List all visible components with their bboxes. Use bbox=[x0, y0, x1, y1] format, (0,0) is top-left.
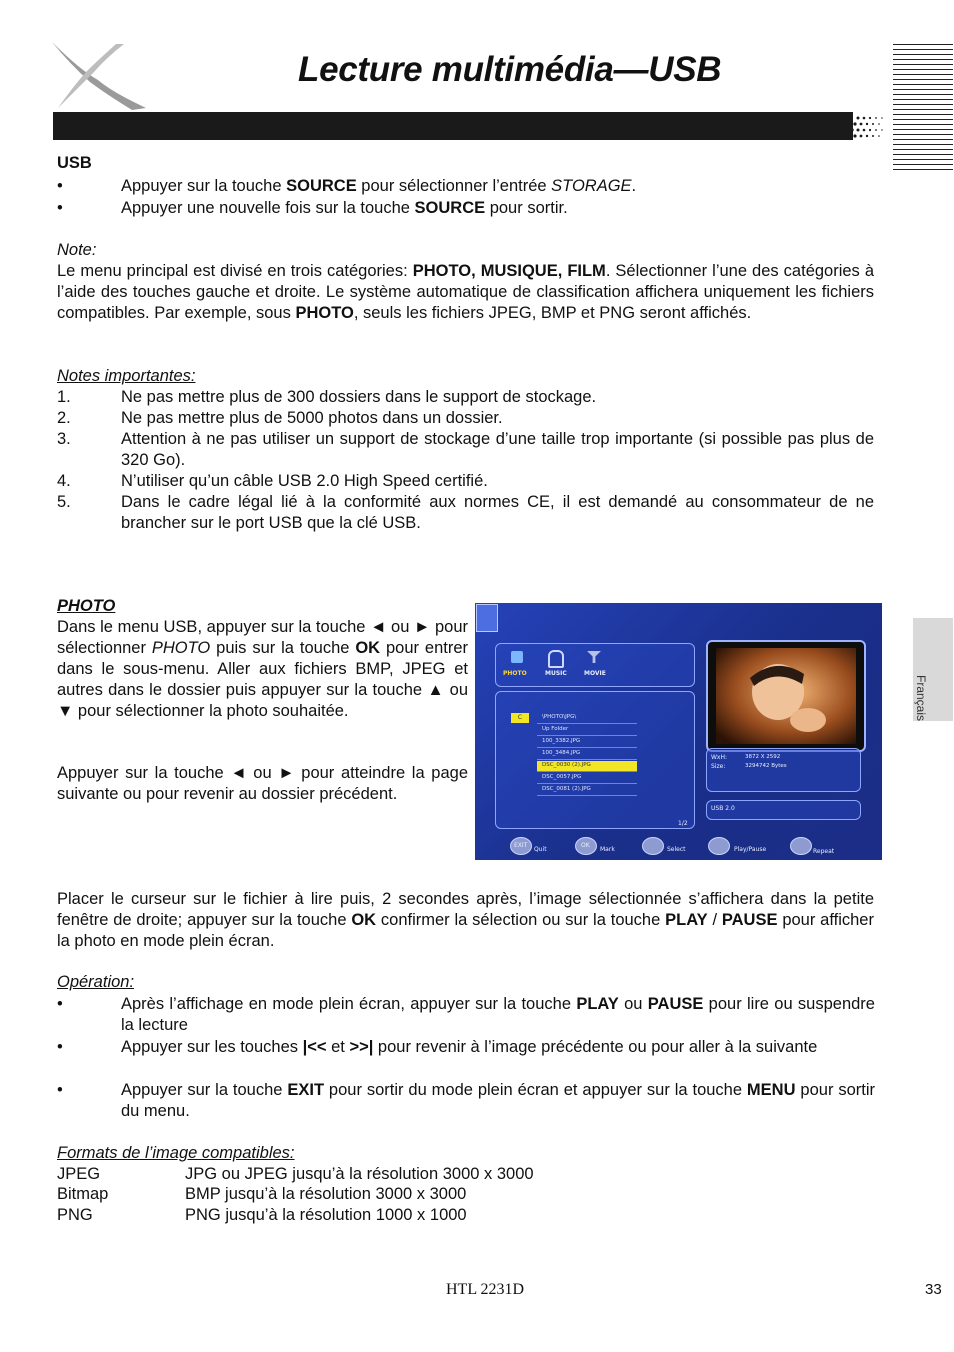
photo-paragraph-1: Dans le menu USB, appuyer sur la touche ◄ ou ► pour sélectionner PHOTO puis sur la touche OK pour entrer dans le sous-menu. Aller aux fichiers BMP, JPEG et autres dans le dossier puis appuyer sur la touche ▲ ou ▼ pour sélectionner la photo souhaitée. bbox=[57, 618, 469, 720]
tab-photo[interactable]: PHOTO bbox=[503, 670, 527, 677]
format-desc: PNG jusqu’à la résolution 1000 x 1000 bbox=[185, 1206, 467, 1224]
wxh-value: 3872 X 2592 bbox=[745, 754, 781, 760]
file-row-selected[interactable]: DSC_0030 (2).JPG bbox=[537, 761, 637, 772]
list-item: 5. Dans le cadre légal lié à la conformité aux normes CE, il est demandé au consommateur de ne brancher sur le port USB que la clé USB. bbox=[57, 493, 874, 532]
format-name: Bitmap bbox=[57, 1185, 109, 1203]
repeat-label: Repeat bbox=[813, 848, 835, 855]
cursor-paragraph: Placer le curseur sur le fichier à lire puis, 2 secondes après, l’image sélectionnée s’affichera dans la petite fenêtre de droite; appuyer sur la touche OK confirmer la sélection ou sur la touche PLAY / PAUSE pour afficher la photo en mode plein écran. bbox=[57, 890, 874, 950]
list-item: • Appuyer une nouvelle fois sur la touche SOURCE pour sortir. bbox=[57, 199, 568, 217]
play-pause-button[interactable] bbox=[708, 837, 730, 855]
brand-logo bbox=[50, 40, 150, 112]
ok-button[interactable]: OK bbox=[575, 837, 597, 855]
photo-heading: PHOTO bbox=[57, 597, 116, 615]
page-number: 33 bbox=[925, 1281, 942, 1298]
photo-icon bbox=[511, 651, 523, 663]
decorative-stripes bbox=[893, 44, 953, 174]
language-label: Français bbox=[914, 675, 928, 722]
format-desc: BMP jusqu’à la résolution 3000 x 3000 bbox=[185, 1185, 467, 1203]
exit-button[interactable]: EXIT bbox=[510, 837, 532, 855]
corner-icon bbox=[476, 604, 498, 632]
tab-music[interactable]: MUSIC bbox=[545, 670, 567, 677]
list-item: • Appuyer sur la touche EXIT pour sortir du mode plein écran et appuyer sur la touche MENU pour sortir du menu. bbox=[57, 1081, 875, 1120]
format-name: PNG bbox=[57, 1206, 93, 1224]
file-row[interactable]: \PHOTO\JPG\ bbox=[537, 713, 637, 724]
drive-label[interactable]: C bbox=[511, 713, 529, 723]
file-row[interactable]: Up Folder bbox=[537, 725, 637, 736]
mark-label: Mark bbox=[600, 846, 615, 853]
file-row[interactable]: DSC_0057.JPG bbox=[537, 773, 637, 784]
size-label: Size: bbox=[711, 763, 726, 770]
list-item: 1. Ne pas mettre plus de 300 dossiers dans le support de stockage. bbox=[57, 388, 597, 406]
select-label: Select bbox=[667, 846, 686, 853]
list-item: • Après l’affichage en mode plein écran, appuyer sur la touche PLAY ou PAUSE pour lire ou suspendre la lecture bbox=[57, 995, 875, 1034]
language-tab bbox=[913, 618, 953, 721]
list-item: 4. N’utiliser qu’un câble USB 2.0 High Speed certifié. bbox=[57, 472, 488, 490]
repeat-button[interactable] bbox=[790, 837, 812, 855]
header-bar-fill bbox=[53, 112, 853, 140]
list-item: 2. Ne pas mettre plus de 5000 photos dans un dossier. bbox=[57, 409, 503, 427]
preview-photo bbox=[716, 648, 856, 744]
file-row[interactable]: 100_3382.JPG bbox=[537, 737, 637, 748]
list-item: • Appuyer sur la touche SOURCE pour sélectionner l’entrée STORAGE. bbox=[57, 177, 637, 195]
size-value: 3294742 Bytes bbox=[745, 763, 787, 769]
usb-menu-screenshot bbox=[475, 603, 882, 860]
page-indicator: 1/2 bbox=[678, 820, 688, 827]
footer-model: HTL 2231D bbox=[446, 1281, 525, 1298]
play-pause-label: Play/Pause bbox=[734, 846, 767, 853]
formats-label: Formats de l’image compatibles: bbox=[57, 1144, 295, 1162]
usb-heading: USB bbox=[57, 154, 92, 172]
note-paragraph: Le menu principal est divisé en trois catégories: PHOTO, MUSIQUE, FILM. Sélectionner l’une des catégories à l’aide des touches gauche et droite. Le système automatique de classification affichera uniquement les fichiers compatibles. Par exemple, sous PHOTO, seuls les fichiers JPEG, BMP et PNG seront affichés. bbox=[57, 262, 875, 322]
operation-label: Opération: bbox=[57, 973, 135, 991]
list-item: • Appuyer sur les touches |<< et >>| pour revenir à l’image précédente ou pour aller à la suivante bbox=[57, 1038, 818, 1056]
tab-movie[interactable]: MOVIE bbox=[584, 670, 606, 677]
list-item: 3. Attention à ne pas utiliser un support de stockage d’une taille trop importante (si possible pas plus de 320 Go). bbox=[57, 430, 874, 469]
photo-paragraph-2: Appuyer sur la touche ◄ ou ► pour atteindre la page suivante ou pour revenir au dossier précédent. bbox=[57, 764, 468, 803]
format-desc: JPG ou JPEG jusqu’à la résolution 3000 x 3000 bbox=[185, 1165, 534, 1183]
preview-frame bbox=[706, 640, 866, 752]
category-panel bbox=[495, 643, 695, 687]
file-list-panel bbox=[495, 691, 695, 829]
file-row[interactable]: DSC_0081 (2).JPG bbox=[537, 785, 637, 796]
music-icon bbox=[548, 650, 564, 668]
file-row[interactable]: 100_3484.JPG bbox=[537, 749, 637, 760]
format-name: JPEG bbox=[57, 1165, 101, 1183]
wxh-label: WxH: bbox=[711, 754, 728, 761]
select-button[interactable] bbox=[642, 837, 664, 855]
important-notes-label: Notes importantes: bbox=[57, 367, 196, 385]
page-title: Lecture multimédia—USB bbox=[298, 50, 722, 89]
device-label: USB 2.0 bbox=[711, 805, 735, 812]
note-label: Note: bbox=[57, 241, 97, 259]
quit-label: Quit bbox=[534, 846, 547, 853]
info-panel bbox=[706, 748, 861, 792]
